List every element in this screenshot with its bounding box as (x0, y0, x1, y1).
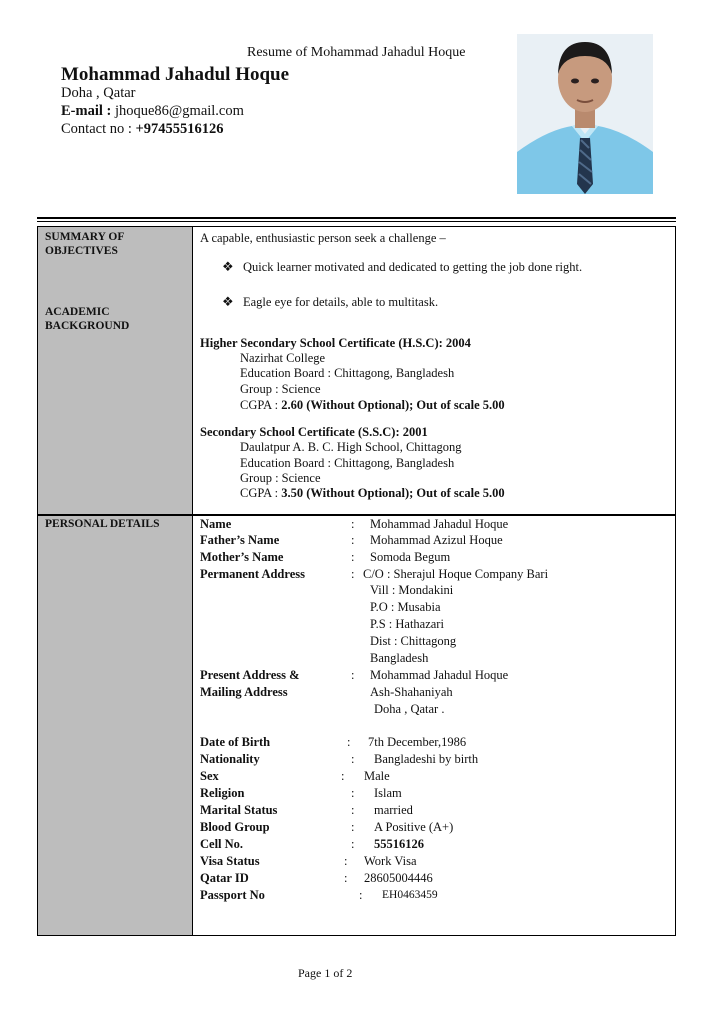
permanent-address-line: Vill : Mondakini (370, 583, 454, 597)
permanent-address-line: P.S : Hathazari (370, 617, 444, 631)
marital-status-label: Marital Status (200, 803, 278, 817)
ssc-cgpa (240, 486, 505, 501)
colon: : (359, 888, 363, 902)
marital-status-value: married (374, 803, 413, 817)
section-personal-details: PERSONAL DETAILS (45, 518, 160, 530)
person-portrait-icon (517, 34, 653, 194)
colon: : (351, 752, 355, 766)
cell-no-label: Cell No. (200, 837, 244, 851)
colon: : (344, 871, 348, 885)
nationality-value: Bangladeshi by birth (374, 752, 479, 766)
colon: : (351, 803, 355, 817)
ssc-cgpa-value: 3.50 (Without Optional); Out of scale 5.00 (281, 486, 505, 500)
diamond-bullet-icon: ❖ (222, 294, 234, 309)
permanent-address-line: Dist : Chittagong (370, 634, 457, 648)
ssc-title: Secondary School Certificate (S.S.C): 2001 (200, 425, 428, 439)
present-address-line: Ash-Shahaniyah (370, 685, 453, 699)
hsc-cgpa-value: 2.60 (Without Optional); Out of scale 5.00 (281, 398, 505, 412)
ssc-cgpa-label: CGPA : (240, 486, 282, 500)
profile-photo (517, 34, 653, 194)
name-value: Mohammad Jahadul Hoque (370, 517, 509, 531)
colon: : (351, 533, 355, 547)
ssc-school: Daulatpur A. B. C. High School, Chittagong (240, 440, 462, 454)
mother-name-value: Somoda Begum (370, 550, 451, 564)
hsc-group: Group : Science (240, 382, 321, 396)
hsc-cgpa (240, 398, 505, 413)
passport-no-value: EH0463459 (382, 889, 438, 901)
visa-status-label: Visa Status (200, 854, 260, 868)
summary-bullet: Eagle eye for details, able to multitask. (243, 295, 439, 309)
dob-label: Date of Birth (200, 735, 271, 749)
colon: : (351, 517, 355, 531)
name-label: Name (200, 517, 232, 531)
header-divider-thin (37, 221, 676, 222)
ssc-group: Group : Science (240, 471, 321, 485)
colon: : (351, 550, 355, 564)
present-address-line: Mohammad Jahadul Hoque (370, 668, 509, 682)
sex-value: Male (364, 769, 390, 783)
resume-table (37, 226, 676, 936)
contact-line (61, 121, 224, 138)
section-summary-of-objectives: SUMMARY OF OBJECTIVES (45, 231, 124, 257)
colon: : (351, 837, 355, 851)
colon: : (351, 786, 355, 800)
colon: : (347, 735, 351, 749)
cell-no-value: 55516126 (374, 837, 424, 851)
religion-value: Islam (374, 786, 402, 800)
colon: : (344, 854, 348, 868)
qatar-id-label: Qatar ID (200, 871, 249, 885)
candidate-name: Mohammad Jahadul Hoque (61, 64, 290, 85)
row-divider (38, 514, 675, 516)
nationality-label: Nationality (200, 752, 260, 766)
mother-name-label: Mother’s Name (200, 550, 284, 564)
contact-number: +97455516126 (135, 121, 224, 137)
hsc-title: Higher Secondary School Certificate (H.S.C): 2004 (200, 336, 471, 350)
hsc-college: Nazirhat College (240, 351, 326, 365)
email-line (61, 103, 244, 120)
present-address-line: Doha , Qatar . (374, 702, 445, 716)
blood-group-label: Blood Group (200, 820, 270, 834)
page-number: Page 1 of 2 (298, 966, 353, 980)
location: Doha , Qatar (61, 85, 136, 101)
hsc-board: Education Board : Chittagong, Bangladesh (240, 366, 455, 380)
diamond-bullet-icon: ❖ (222, 259, 234, 274)
father-name-label: Father’s Name (200, 533, 280, 547)
mailing-address-label: Mailing Address (200, 685, 288, 699)
hsc-cgpa-label: CGPA : (240, 398, 282, 412)
sex-label: Sex (200, 769, 219, 783)
visa-status-value: Work Visa (364, 854, 417, 868)
contact-label: Contact no : (61, 121, 136, 137)
dob-value: 7th December,1986 (368, 735, 467, 749)
colon: : (351, 820, 355, 834)
father-name-value: Mohammad Azizul Hoque (370, 533, 503, 547)
document-title: Resume of Mohammad Jahadul Hoque (247, 45, 466, 60)
permanent-address-line: Bangladesh (370, 651, 429, 665)
summary-intro: A capable, enthusiastic person seek a challenge – (200, 231, 446, 245)
permanent-address-label: Permanent Address (200, 567, 305, 581)
religion-label: Religion (200, 786, 245, 800)
passport-no-label: Passport No (200, 888, 265, 902)
permanent-address-line: P.O : Musabia (370, 600, 441, 614)
email-label: E-mail : (61, 103, 115, 119)
email-address[interactable]: jhoque86@gmail.com (114, 103, 244, 119)
qatar-id-value: 28605004446 (364, 871, 433, 885)
present-address-label: Present Address & (200, 668, 300, 682)
section-academic-background: ACADEMIC BACKGROUND (45, 306, 130, 332)
colon: : (341, 769, 345, 783)
ssc-board: Education Board : Chittagong, Bangladesh (240, 456, 455, 470)
permanent-address-line: C/O : Sherajul Hoque Company Bari (363, 567, 549, 581)
colon: : (351, 567, 355, 581)
header-divider (37, 217, 676, 219)
summary-bullet: Quick learner motivated and dedicated to getting the job done right. (243, 260, 583, 274)
section-label-column (38, 227, 193, 935)
blood-group-value: A Positive (A+) (374, 820, 454, 834)
colon: : (351, 668, 355, 682)
